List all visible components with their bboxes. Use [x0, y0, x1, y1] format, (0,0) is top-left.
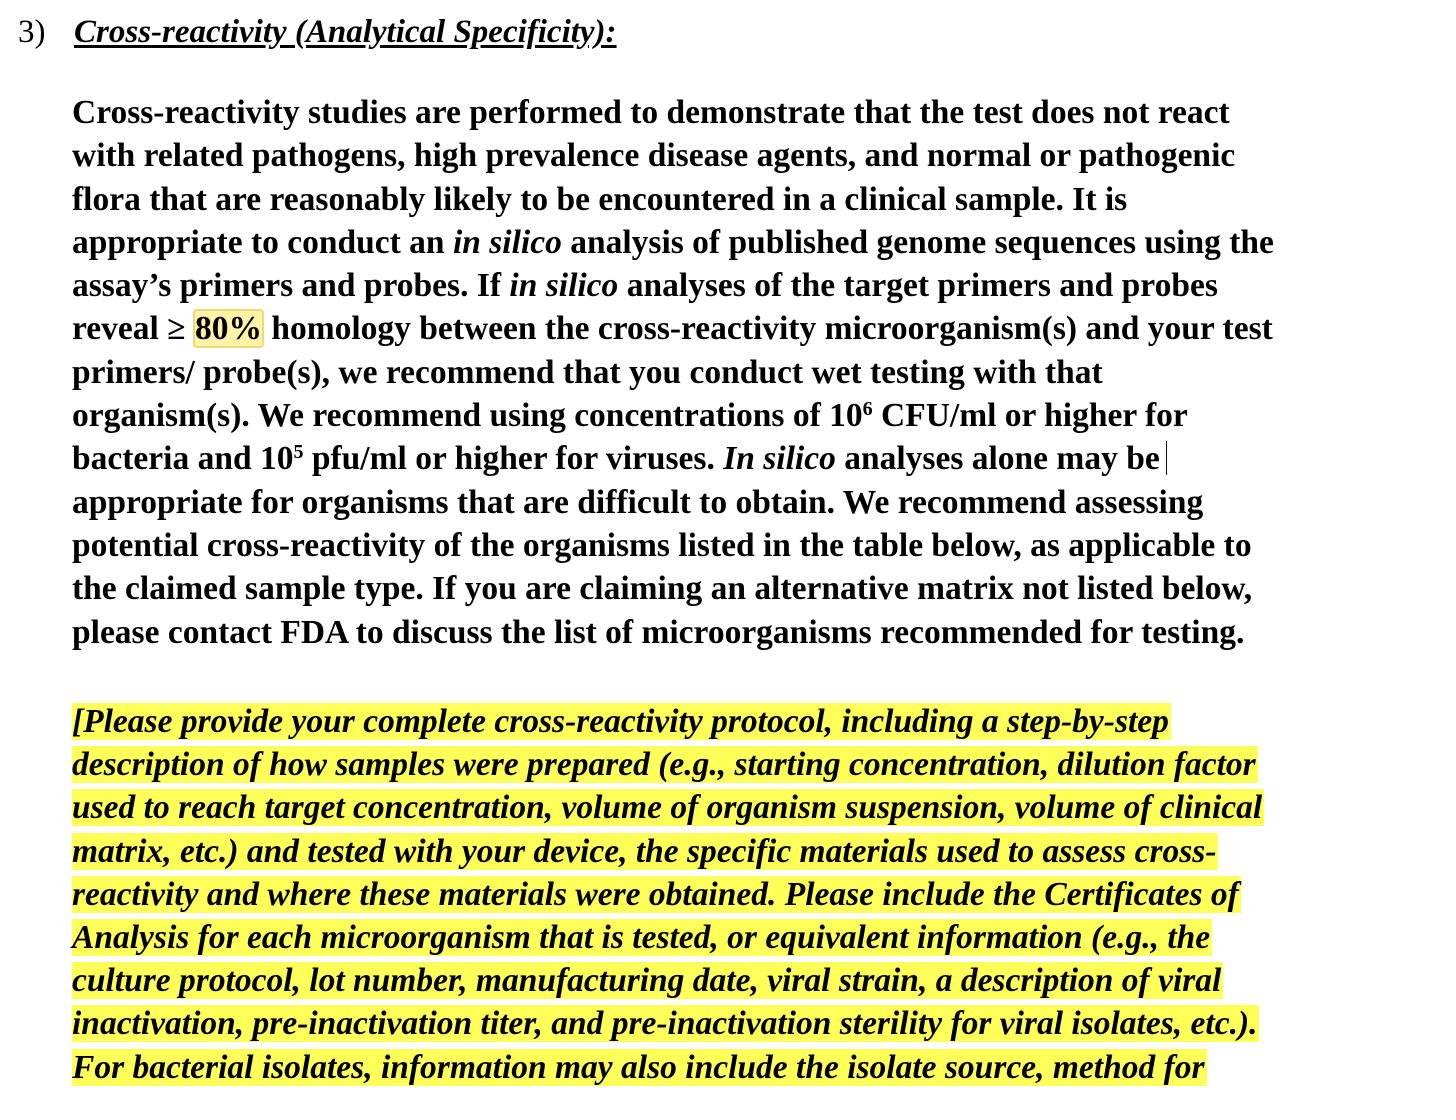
- body-line: reveal ≥ 80% homology between the cross-reactivity microorganism(s) and your test: [72, 310, 1273, 348]
- highlighted-percentage: 80%: [194, 310, 262, 348]
- body-line: please contact FDA to discuss the list of microorganisms recommended for testing.: [72, 613, 1245, 651]
- body-line: Cross-reactivity studies are performed to demonstrate that the test does not react: [72, 94, 1230, 131]
- section-title: Cross-reactivity (Analytical Specificity):: [74, 14, 617, 50]
- note-line: [Please provide your complete cross-reactivity protocol, including a step-by-step: [72, 703, 1169, 740]
- body-line: organism(s). We recommend using concentrations of $10^6$ CFU/ml or higher for: [72, 397, 1188, 435]
- body-line: potential cross-reactivity of the organisms listed in the table below, as applicable to: [72, 526, 1252, 564]
- section-number: 3): [18, 14, 46, 50]
- body-paragraph: [72, 91, 1442, 654]
- note-line: description of how samples were prepared (e.g., starting concentration, dilution factor: [72, 746, 1256, 784]
- note-line: culture protocol, lot number, manufacturing date, viral strain, a description of viral: [72, 962, 1222, 1000]
- note-line: Analysis for each microorganism that is tested, or equivalent information (e.g., the: [72, 919, 1211, 957]
- body-line: with related pathogens, high prevalence disease agents, and normal or pathogenic: [72, 137, 1236, 175]
- section-heading: [18, 10, 617, 54]
- note-line: reactivity and where these materials were obtained. Please include the Certificates of: [72, 875, 1239, 913]
- body-line: the claimed sample type. If you are claiming an alternative matrix not listed below,: [72, 570, 1253, 608]
- exponent: 5: [293, 441, 304, 464]
- exponent: 6: [862, 398, 873, 421]
- note-line: For bacterial isolates, information may also include the isolate source, method for: [72, 1048, 1205, 1086]
- body-line: assay’s primers and probes. If in silico analyses of the target primers and probes: [72, 267, 1218, 305]
- note-line: used to reach target concentration, volume of organism suspension, volume of clinical: [72, 789, 1263, 827]
- note-line: inactivation, pre-inactivation titer, and pre-inactivation sterility for viral isolates, etc.).: [72, 1005, 1258, 1043]
- body-line: bacteria and $10^5$ pfu/ml or higher for viruses. In silico analyses alone may be: [72, 437, 1442, 480]
- text-cursor: [1166, 441, 1167, 475]
- body-line: appropriate for organisms that are difficult to obtain. We recommend assessing: [72, 483, 1204, 521]
- body-line: appropriate to conduct an in silico analysis of published genome sequences using the: [72, 223, 1274, 261]
- body-line: flora that are reasonably likely to be encountered in a clinical sample. It is: [72, 180, 1128, 218]
- note-line: matrix, etc.) and tested with your device, the specific materials used to assess cross-: [72, 832, 1217, 870]
- highlighted-instruction-note: [72, 700, 1442, 1089]
- in-silico-term: In silico: [723, 440, 836, 478]
- in-silico-term: in silico: [509, 267, 619, 305]
- in-silico-term: in silico: [452, 223, 562, 261]
- body-line: primers/ probe(s), we recommend that you conduct wet testing with that: [72, 353, 1103, 391]
